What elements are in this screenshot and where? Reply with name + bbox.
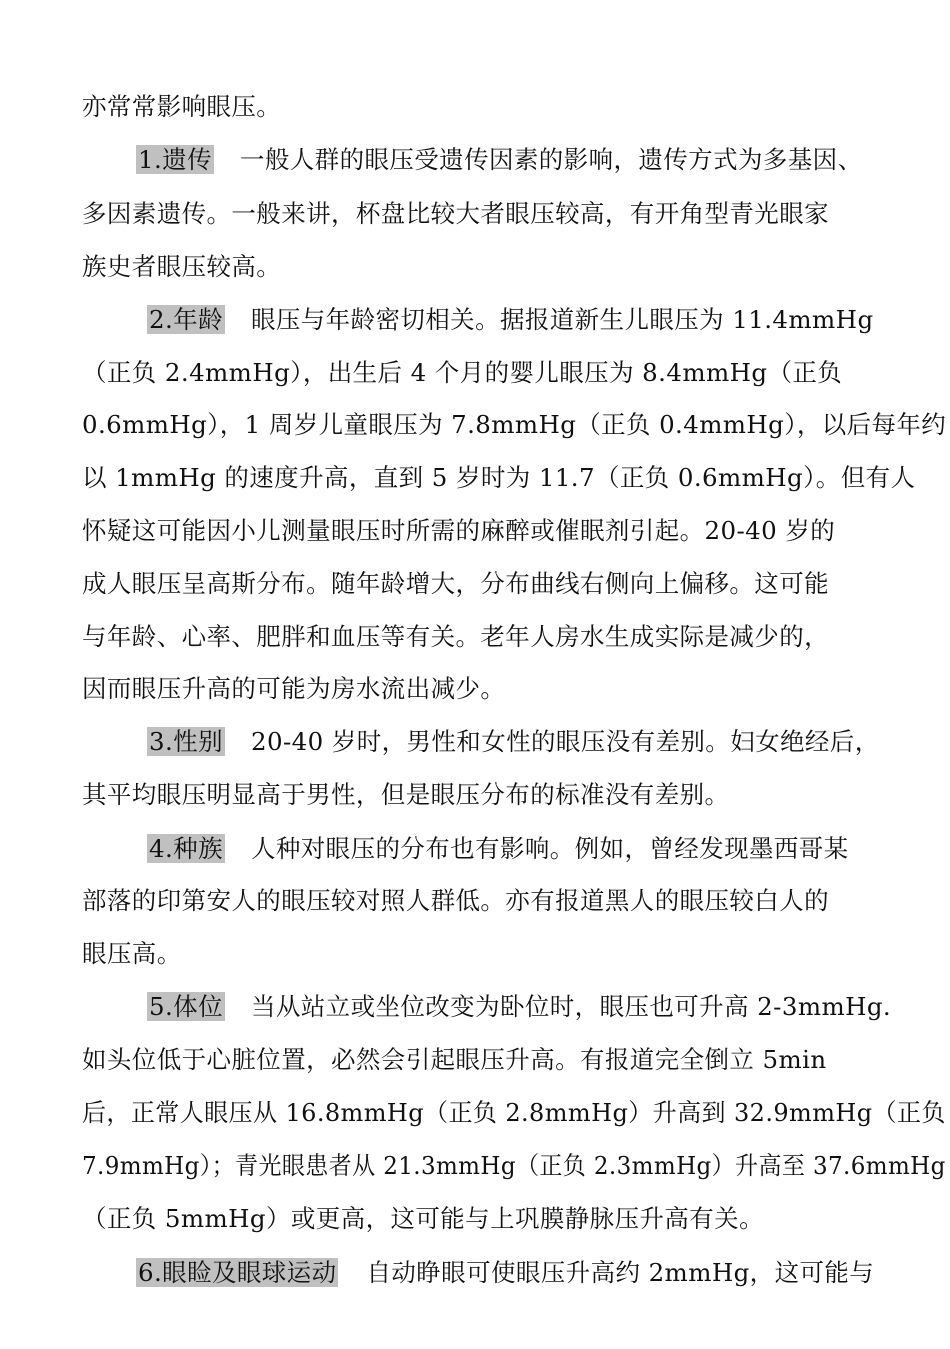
section-5-line: 如头位低于心脏位置，必然会引起眼压升高。有报道完全倒立 5min [82, 1045, 827, 1074]
section-heading-4: 4.种族 [149, 834, 223, 863]
section-1-line: 族史者眼压较高。 [82, 252, 282, 281]
section-5-line: 后，正常人眼压从 16.8mmHg（正负 2.8mmHg）升高到 32.9mmHg（正负 [82, 1098, 946, 1127]
section-2-line: 怀疑这可能因小儿测量眼压时所需的麻醉或催眠剂引起。20-40 岁的 [82, 516, 836, 545]
section-5-first-line: 5.体位 当从站立或坐位改变为卧位时，眼压也可升高 2-3mmHg. [149, 992, 892, 1021]
section-5-line: （正负 5mmHg）或更高，这可能与上巩膜静脉压升高有关。 [82, 1204, 764, 1233]
section-2-line: 以 1mmHg 的速度升高，直到 5 岁时为 11.7（正负 0.6mmHg）。但有人 [82, 463, 916, 492]
section-4-line: 部落的印第安人的眼压较对照人群低。亦有报道黑人的眼压较白人的 [82, 886, 829, 915]
section-4-first-line: 4.种族 人种对眼压的分布也有影响。例如，曾经发现墨西哥某 [149, 834, 849, 863]
section-6-first-line: 6.眼睑及眼球运动 自动睁眼可使眼压升高约 2mmHg，这可能与 [138, 1258, 875, 1287]
section-3-line: 其平均眼压明显高于男性，但是眼压分布的标准没有差别。 [82, 780, 730, 809]
section-2-line: 0.6mmHg），1 周岁儿童眼压为 7.8mmHg（正负 0.4mmHg），以后每年约 [82, 410, 947, 439]
section-5-line: 7.9mmHg）；青光眼患者从 21.3mmHg（正负 2.3mmHg）升高至 37.6mmHg [82, 1151, 946, 1180]
section-2-first-line: 2.年龄 眼压与年龄密切相关。据报道新生儿眼压为 11.4mmHg [149, 305, 874, 334]
section-heading-3: 3.性别 [149, 727, 223, 756]
section-2-line: 成人眼压呈高斯分布。随年龄增大，分布曲线右侧向上偏移。这可能 [82, 569, 829, 598]
section-heading-5: 5.体位 [149, 992, 223, 1021]
section-4-line: 眼压高。 [82, 939, 182, 968]
section-heading-6: 6.眼睑及眼球运动 [138, 1258, 337, 1287]
section-heading-2: 2.年龄 [149, 305, 223, 334]
section-heading-1: 1.遗传 [138, 145, 212, 174]
section-2-line: 与年龄、心率、肥胖和血压等有关。老年人房水生成实际是减少的， [82, 622, 829, 651]
section-2-line: 因而眼压升高的可能为房水流出减少。 [82, 674, 506, 703]
section-1-first-line: 1.遗传 一般人群的眼压受遗传因素的影响，遗传方式为多基因、 [138, 145, 863, 174]
section-2-line: （正负 2.4mmHg），出生后 4 个月的婴儿眼压为 8.4mmHg（正负 [82, 358, 843, 387]
section-1-line: 多因素遗传。一般来讲，杯盘比较大者眼压较高，有开角型青光眼家 [82, 199, 829, 228]
section-3-first-line: 3.性别 20-40 岁时，男性和女性的眼压没有差别。妇女绝经后， [149, 727, 880, 756]
continuation-line: 亦常常影响眼压。 [82, 92, 282, 121]
